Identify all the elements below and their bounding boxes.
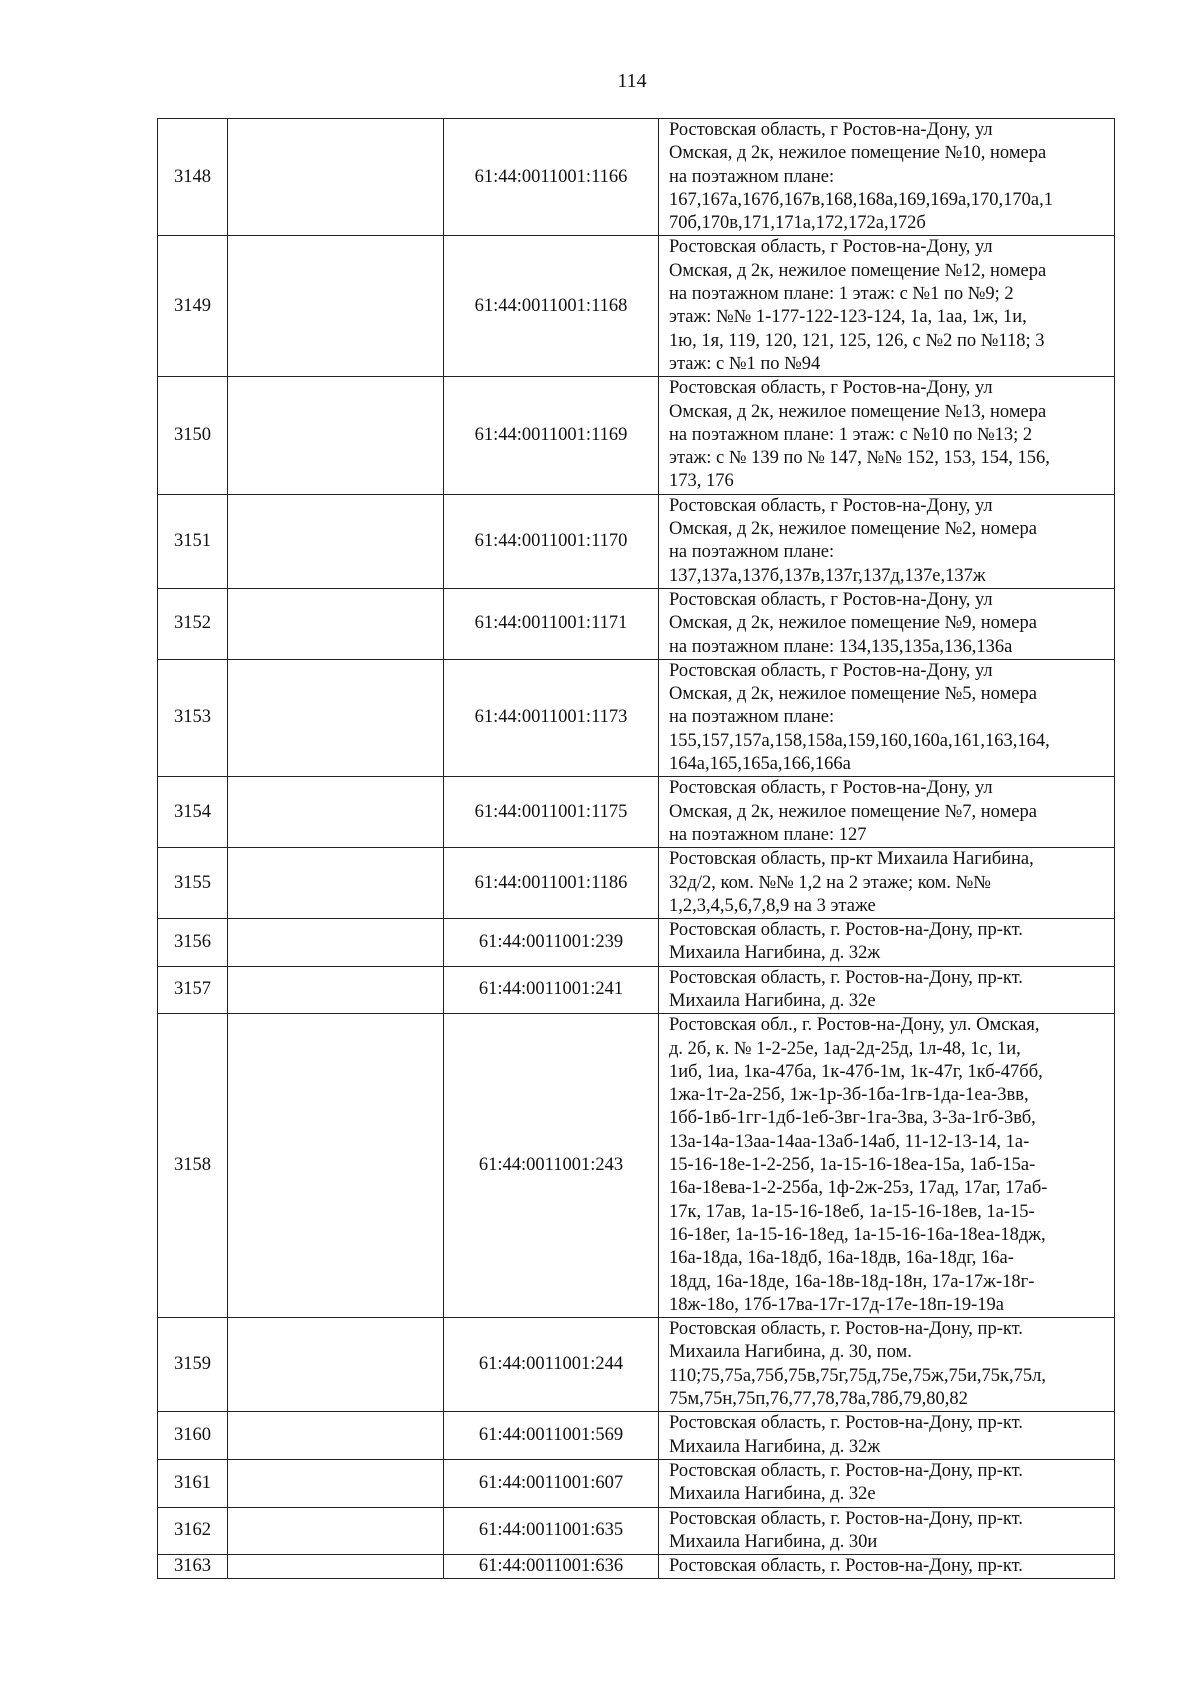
row-number-cell: 3149: [158, 236, 228, 377]
address-line: 70б,170в,171,171а,172,172а,172б: [669, 213, 926, 234]
address-cell: [659, 236, 1115, 377]
address-cell: [659, 777, 1115, 848]
address-line: Михаила Нагибина, д. 30и: [669, 1531, 878, 1552]
address-line: на поэтажном плане: 127: [669, 824, 867, 845]
cadastral-number-cell: 61:44:0011001:607: [444, 1459, 659, 1507]
address-line: 16а-18ева-1-2-25ба, 1ф-2ж-25з, 17ад, 17аг, 17аб-: [669, 1178, 1048, 1199]
address-line: 164а,165,165а,166,166а: [669, 754, 851, 775]
table-row: [158, 494, 1115, 588]
address-cell: [659, 1507, 1115, 1555]
table-row: [158, 777, 1115, 848]
address-line: на поэтажном плане: 1 этаж: с №1 по №9; 2: [669, 284, 1014, 305]
table-row: [158, 588, 1115, 659]
address-line: на поэтажном плане:: [669, 542, 835, 563]
address-line: 75м,75н,75п,76,77,78,78а,78б,79,80,82: [669, 1389, 968, 1410]
empty-cell: [228, 1459, 444, 1507]
address-line: Михаила Нагибина, д. 32ж: [669, 1436, 881, 1457]
address-line: 1бб-1вб-1гг-1дб-1еб-3вг-1га-3ва, 3-3а-1гб-3вб,: [669, 1108, 1036, 1129]
address-cell: [659, 1412, 1115, 1460]
address-line: Омская, д 2к, нежилое помещение №12, номера: [669, 260, 1047, 281]
address-line: Ростовская область, г. Ростов-на-Дону, пр-кт.: [669, 920, 1023, 941]
table-row: [158, 848, 1115, 919]
registry-table: [157, 118, 1115, 1579]
address-line: Омская, д 2к, нежилое помещение №9, номера: [669, 613, 1037, 634]
address-line: этаж: с №1 по №94: [669, 353, 821, 374]
address-line: этаж: №№ 1-177-122-123-124, 1а, 1аа, 1ж, 1и,: [669, 307, 1027, 328]
address-line: Ростовская область, г Ростов-на-Дону, ул: [669, 495, 993, 516]
address-line: Михаила Нагибина, д. 32ж: [669, 943, 881, 964]
address-cell: [659, 494, 1115, 588]
row-number-cell: 3158: [158, 1014, 228, 1318]
address-cell: [659, 119, 1115, 236]
address-line: Ростовская область, г. Ростов-на-Дону, пр-кт.: [669, 1556, 1023, 1577]
address-cell: [659, 659, 1115, 776]
address-line: Омская, д 2к, нежилое помещение №10, номера: [669, 143, 1047, 164]
table-row: [158, 377, 1115, 494]
row-number-cell: 3151: [158, 494, 228, 588]
cadastral-number-cell: 61:44:0011001:1186: [444, 848, 659, 919]
address-line: на поэтажном плане: 134,135,135а,136,136а: [669, 636, 1013, 657]
cadastral-number-cell: 61:44:0011001:241: [444, 966, 659, 1014]
empty-cell: [228, 1412, 444, 1460]
row-number-cell: 3160: [158, 1412, 228, 1460]
address-line: Ростовская область, г. Ростов-на-Дону, пр-кт.: [669, 1319, 1023, 1340]
row-number-cell: 3154: [158, 777, 228, 848]
address-line: Ростовская область, г Ростов-на-Дону, ул: [669, 660, 993, 681]
empty-cell: [228, 377, 444, 494]
address-line: Ростовская обл., г. Ростов-на-Дону, ул. Омская,: [669, 1015, 1040, 1036]
address-line: Михаила Нагибина, д. 32е: [669, 990, 876, 1011]
address-line: на поэтажном плане: 1 этаж: с №10 по №13; 2: [669, 424, 1033, 445]
empty-cell: [228, 494, 444, 588]
address-cell: [659, 966, 1115, 1014]
empty-cell: [228, 659, 444, 776]
address-line: Михаила Нагибина, д. 32е: [669, 1484, 876, 1505]
address-line: 16-18ег, 1а-15-16-18ед, 1а-15-16-16а-18еа-18дж,: [669, 1224, 1046, 1245]
address-line: Ростовская область, г. Ростов-на-Дону, пр-кт.: [669, 1460, 1023, 1481]
address-line: Ростовская область, г Ростов-на-Дону, ул: [669, 237, 993, 258]
address-line: 173, 176: [669, 471, 734, 492]
empty-cell: [228, 777, 444, 848]
address-line: 155,157,157а,158,158а,159,160,160а,161,163,164,: [669, 730, 1050, 751]
address-cell: [659, 1014, 1115, 1318]
cadastral-number-cell: 61:44:0011001:244: [444, 1318, 659, 1412]
address-line: 13а-14а-13аа-14аа-13аб-14аб, 11-12-13-14, 1а-: [669, 1131, 1030, 1152]
address-cell: [659, 1459, 1115, 1507]
cadastral-number-cell: 61:44:0011001:239: [444, 919, 659, 967]
address-line: Ростовская область, г Ростов-на-Дону, ул: [669, 120, 993, 140]
address-cell: [659, 919, 1115, 967]
table-row: [158, 1318, 1115, 1412]
cadastral-number-cell: 61:44:0011001:1175: [444, 777, 659, 848]
registry-table-body: [158, 119, 1115, 1579]
address-cell: [659, 588, 1115, 659]
cadastral-number-cell: 61:44:0011001:1169: [444, 377, 659, 494]
address-line: 32д/2, ком. №№ 1,2 на 2 этаже; ком. №№: [669, 872, 991, 893]
address-line: Михаила Нагибина, д. 30, пом.: [669, 1342, 912, 1363]
empty-cell: [228, 588, 444, 659]
cadastral-number-cell: 61:44:0011001:243: [444, 1014, 659, 1318]
address-line: Ростовская область, пр-кт Михаила Нагибина,: [669, 849, 1034, 870]
table-row: [158, 1412, 1115, 1460]
address-line: 15-16-18е-1-2-25б, 1а-15-16-18еа-15а, 1аб-15а-: [669, 1155, 1036, 1176]
cadastral-number-cell: 61:44:0011001:1171: [444, 588, 659, 659]
table-row: [158, 659, 1115, 776]
address-line: 17к, 17ав, 1а-15-16-18еб, 1а-15-16-18ев, 1а-15-: [669, 1201, 1035, 1222]
address-line: 137,137а,137б,137в,137г,137д,137е,137ж: [669, 565, 986, 586]
cadastral-number-cell: 61:44:0011001:1170: [444, 494, 659, 588]
address-line: на поэтажном плане:: [669, 707, 835, 728]
cadastral-number-cell: 61:44:0011001:1173: [444, 659, 659, 776]
address-cell: [659, 377, 1115, 494]
table-row: [158, 1555, 1115, 1579]
table-row: [158, 919, 1115, 967]
address-cell: [659, 1555, 1115, 1579]
address-line: Ростовская область, г. Ростов-на-Дону, пр-кт.: [669, 1413, 1023, 1434]
page-number: 114: [617, 70, 647, 92]
address-line: этаж: с № 139 по № 147, №№ 152, 153, 154, 156,: [669, 448, 1050, 469]
address-cell: [659, 1318, 1115, 1412]
address-cell: [659, 848, 1115, 919]
empty-cell: [228, 848, 444, 919]
table-row: [158, 236, 1115, 377]
address-line: Омская, д 2к, нежилое помещение №7, номера: [669, 801, 1037, 822]
row-number-cell: 3156: [158, 919, 228, 967]
address-line: 110;75,75а,75б,75в,75г,75д,75е,75ж,75и,75к,75л,: [669, 1365, 1046, 1386]
empty-cell: [228, 1014, 444, 1318]
table-row: [158, 119, 1115, 236]
empty-cell: [228, 919, 444, 967]
address-line: Ростовская область, г Ростов-на-Дону, ул: [669, 778, 993, 799]
cadastral-number-cell: 61:44:0011001:569: [444, 1412, 659, 1460]
cadastral-number-cell: 61:44:0011001:636: [444, 1555, 659, 1579]
empty-cell: [228, 236, 444, 377]
table-row: [158, 1014, 1115, 1318]
table-row: [158, 966, 1115, 1014]
table-row: [158, 1507, 1115, 1555]
cadastral-number-cell: 61:44:0011001:1166: [444, 119, 659, 236]
address-line: 1жа-1т-2а-25б, 1ж-1р-3б-1ба-1гв-1да-1еа-3вв,: [669, 1085, 1029, 1106]
address-line: 16а-18да, 16а-18дб, 16а-18дв, 16а-18дг, 16а-: [669, 1248, 1014, 1269]
row-number-cell: 3159: [158, 1318, 228, 1412]
address-line: 167,167а,167б,167в,168,168а,169,169а,170,170а,1: [669, 189, 1053, 210]
empty-cell: [228, 119, 444, 236]
row-number-cell: 3148: [158, 119, 228, 236]
address-line: 1ю, 1я, 119, 120, 121, 125, 126, с №2 по №118; 3: [669, 330, 1045, 351]
row-number-cell: 3162: [158, 1507, 228, 1555]
empty-cell: [228, 966, 444, 1014]
address-line: на поэтажном плане:: [669, 166, 835, 187]
address-line: Омская, д 2к, нежилое помещение №2, номера: [669, 519, 1037, 540]
address-line: Ростовская область, г. Ростов-на-Дону, пр-кт.: [669, 1508, 1023, 1529]
address-line: 1,2,3,4,5,6,7,8,9 на 3 этаже: [669, 895, 876, 916]
address-line: 1иб, 1иа, 1ка-47ба, 1к-47б-1м, 1к-47г, 1кб-47бб,: [669, 1061, 1043, 1082]
address-line: д. 2б, к. № 1-2-25е, 1ад-2д-25д, 1л-48, 1с, 1и,: [669, 1038, 1021, 1059]
address-line: 18ж-18о, 17б-17ва-17г-17д-17е-18п-19-19а: [669, 1294, 1005, 1315]
address-line: Ростовская область, г Ростов-на-Дону, ул: [669, 378, 993, 399]
row-number-cell: 3155: [158, 848, 228, 919]
empty-cell: [228, 1318, 444, 1412]
address-line: Ростовская область, г Ростов-на-Дону, ул: [669, 589, 993, 610]
empty-cell: [228, 1555, 444, 1579]
empty-cell: [228, 1507, 444, 1555]
table-row: [158, 1459, 1115, 1507]
row-number-cell: 3153: [158, 659, 228, 776]
address-line: 18дд, 16а-18де, 16а-18в-18д-18н, 17а-17ж-18г-: [669, 1271, 1035, 1292]
row-number-cell: 3163: [158, 1555, 228, 1579]
row-number-cell: 3157: [158, 966, 228, 1014]
address-line: Омская, д 2к, нежилое помещение №5, номера: [669, 684, 1037, 705]
cadastral-number-cell: 61:44:0011001:635: [444, 1507, 659, 1555]
row-number-cell: 3152: [158, 588, 228, 659]
row-number-cell: 3150: [158, 377, 228, 494]
address-line: Ростовская область, г. Ростов-на-Дону, пр-кт.: [669, 967, 1023, 988]
cadastral-number-cell: 61:44:0011001:1168: [444, 236, 659, 377]
address-line: Омская, д 2к, нежилое помещение №13, номера: [669, 401, 1047, 422]
row-number-cell: 3161: [158, 1459, 228, 1507]
